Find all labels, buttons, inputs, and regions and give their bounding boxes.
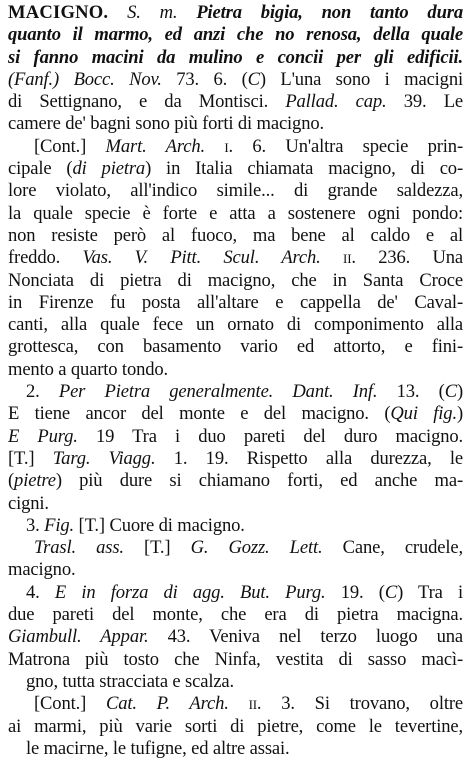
text-segment: lore violato, all'indico simile... di grande saldezza, <box>8 180 463 202</box>
text-line <box>8 537 463 559</box>
text-segment: la quale specie è forte e atta a sostenere ogni pondo: <box>8 202 463 224</box>
text-segment: Fig. <box>44 514 75 536</box>
text-segment <box>205 136 224 157</box>
text-segment: Mart. Arch. <box>105 135 205 157</box>
text-line <box>8 403 463 425</box>
headword: MACIGNO. <box>8 2 109 23</box>
text-line <box>8 693 463 715</box>
text-segment: G. Gozz. Lett. <box>190 537 323 559</box>
text-segment: le maciгne, le tufigne, ed altre assai. <box>26 737 290 759</box>
text-line <box>8 292 463 314</box>
text-segment: C <box>444 381 457 403</box>
text-segment: (Fanf.) <box>8 68 74 90</box>
text-segment: non resiste però al fuoco, ma bene al caldo e al <box>8 224 463 246</box>
text-segment: di pietra <box>72 158 146 180</box>
text-segment: due pareti del monte, che era di pietra macigna. <box>8 604 463 626</box>
text-segment: ii <box>248 693 257 715</box>
text-segment: ) Tra i <box>397 581 463 603</box>
text-segment: . 236. Una <box>351 247 463 269</box>
text-segment: E tiene ancor del monte e del macigno. ( <box>8 403 391 425</box>
text-line <box>8 604 463 626</box>
text-segment: ai marmi, più varie sorti di pietre, come le tevertine, <box>8 715 463 737</box>
text-line <box>8 69 463 91</box>
text-segment: C <box>247 68 260 90</box>
text-segment: 1. 19. Rispetto alla durezza, le <box>155 447 463 469</box>
text-segment: ) <box>456 381 463 403</box>
text-segment: cigni. <box>8 492 49 514</box>
text-segment: Trasl. ass. <box>34 537 124 559</box>
text-segment: ii <box>343 247 352 269</box>
text-segment: Bocc. Nov. <box>73 68 162 90</box>
text-segment: ) <box>456 403 463 425</box>
text-line <box>8 113 463 135</box>
text-segment: Pietra bigia, non tanto dura <box>196 2 463 23</box>
text-line <box>8 91 463 113</box>
text-segment: 73. 6. ( <box>161 68 248 90</box>
text-line <box>8 247 463 269</box>
text-line <box>8 515 463 537</box>
text-segment: cipale ( <box>8 158 73 180</box>
text-segment <box>229 693 249 714</box>
text-line <box>8 180 463 202</box>
text-segment: [Cont.] <box>34 693 106 715</box>
text-segment: gno, tutta stracciata e scalza. <box>26 670 235 692</box>
text-line <box>8 716 463 738</box>
text-line <box>8 158 463 180</box>
text-segment: canti, alla quale fece un ornato di componimento alla <box>8 314 463 336</box>
text-segment: C <box>384 581 398 603</box>
text-segment: [T.] <box>8 447 53 469</box>
text-segment: 2. <box>26 381 59 403</box>
text-segment: freddo. <box>8 247 83 269</box>
text-segment: camere de' bagni sono più forti di macigno. <box>8 113 324 135</box>
text-line <box>8 738 463 760</box>
text-segment: in Firenze fu posta all'altare e cappella de' Caval- <box>8 291 463 313</box>
text-line <box>8 359 463 381</box>
text-line <box>8 649 463 671</box>
text-segment: E Purg. <box>8 425 78 447</box>
text-line <box>8 582 463 604</box>
text-segment: Matrona più tosto che Ninfa, vestita di sasso macì- <box>8 648 463 670</box>
text-line <box>8 225 463 247</box>
text-segment: Per Pietra generalmente. Dant. Inf. <box>58 381 378 403</box>
text-line <box>8 671 463 693</box>
text-segment: di Settignano, e da Montisci. <box>8 91 286 113</box>
text-segment: quanto il marmo, ed anzi che no renosa, della quale <box>8 24 463 46</box>
text-line <box>8 448 463 470</box>
text-line <box>8 136 463 158</box>
text-segment: . 6. Un'altra specie prin- <box>228 135 463 157</box>
text-segment: . 3. Si trovano, oltre <box>256 693 463 715</box>
text-segment: 19. ( <box>325 581 385 603</box>
text-segment: 43. Veniva nel terzo luogo una <box>148 626 463 648</box>
text-segment: Cat. P. Arch. <box>105 693 229 715</box>
text-segment: i <box>224 135 229 157</box>
text-segment: mento a quarto tondo. <box>8 358 169 380</box>
text-segment: Giambull. Appar. <box>8 626 149 648</box>
text-segment: Qui fig. <box>390 403 457 425</box>
text-segment: Nonciata di pietra di macigno, che in Santa Croce <box>8 269 463 291</box>
text-segment: grottesca, con basamento vario ed attorto, e fini- <box>8 336 463 358</box>
text-line <box>8 270 463 292</box>
text-segment: 13. ( <box>377 381 445 403</box>
text-line <box>8 336 463 358</box>
text-segment: Targ. Viagg. <box>52 447 156 469</box>
text-segment: [Cont.] <box>34 135 106 157</box>
text-line <box>8 24 463 46</box>
text-line <box>8 470 463 492</box>
text-segment: 39. Le <box>386 91 463 113</box>
text-segment: ( <box>8 470 15 492</box>
text-line <box>8 426 463 448</box>
text-segment: 19 Tra i duo pareti del duro macigno. <box>77 425 463 447</box>
text-line <box>8 559 463 581</box>
text-segment: 3. <box>26 514 45 536</box>
text-segment: Vas. V. Pitt. Scul. Arch. <box>82 247 321 269</box>
text-segment: E in forza di agg. But. Purg. <box>54 581 326 603</box>
text-line <box>8 381 463 403</box>
text-segment: [T.] <box>123 537 191 559</box>
text-segment: si fanno macini da mulino e concii per gli edificii. <box>8 46 463 68</box>
text-line <box>8 493 463 515</box>
text-segment: Pallad. cap. <box>285 91 387 113</box>
text-line <box>8 314 463 336</box>
text-line <box>8 626 463 648</box>
text-segment: pietre <box>14 470 56 492</box>
text-segment: 4. <box>26 581 55 603</box>
text-segment: ) più dure si chiamano forti, ed anche ma- <box>55 470 463 492</box>
text-segment: S. m. <box>108 2 197 23</box>
text-segment: ) in Italia chiamata macigno, di co- <box>145 158 463 180</box>
text-line <box>8 47 463 69</box>
text-segment: macigno. <box>8 559 76 581</box>
text-line <box>8 203 463 225</box>
text-line <box>8 2 463 24</box>
text-segment <box>321 247 343 268</box>
text-segment: Cane, crudele, <box>322 537 463 559</box>
text-segment: [T.] Cuore di macigno. <box>74 514 245 536</box>
text-segment: ) L'una sono i macigni <box>259 68 463 90</box>
